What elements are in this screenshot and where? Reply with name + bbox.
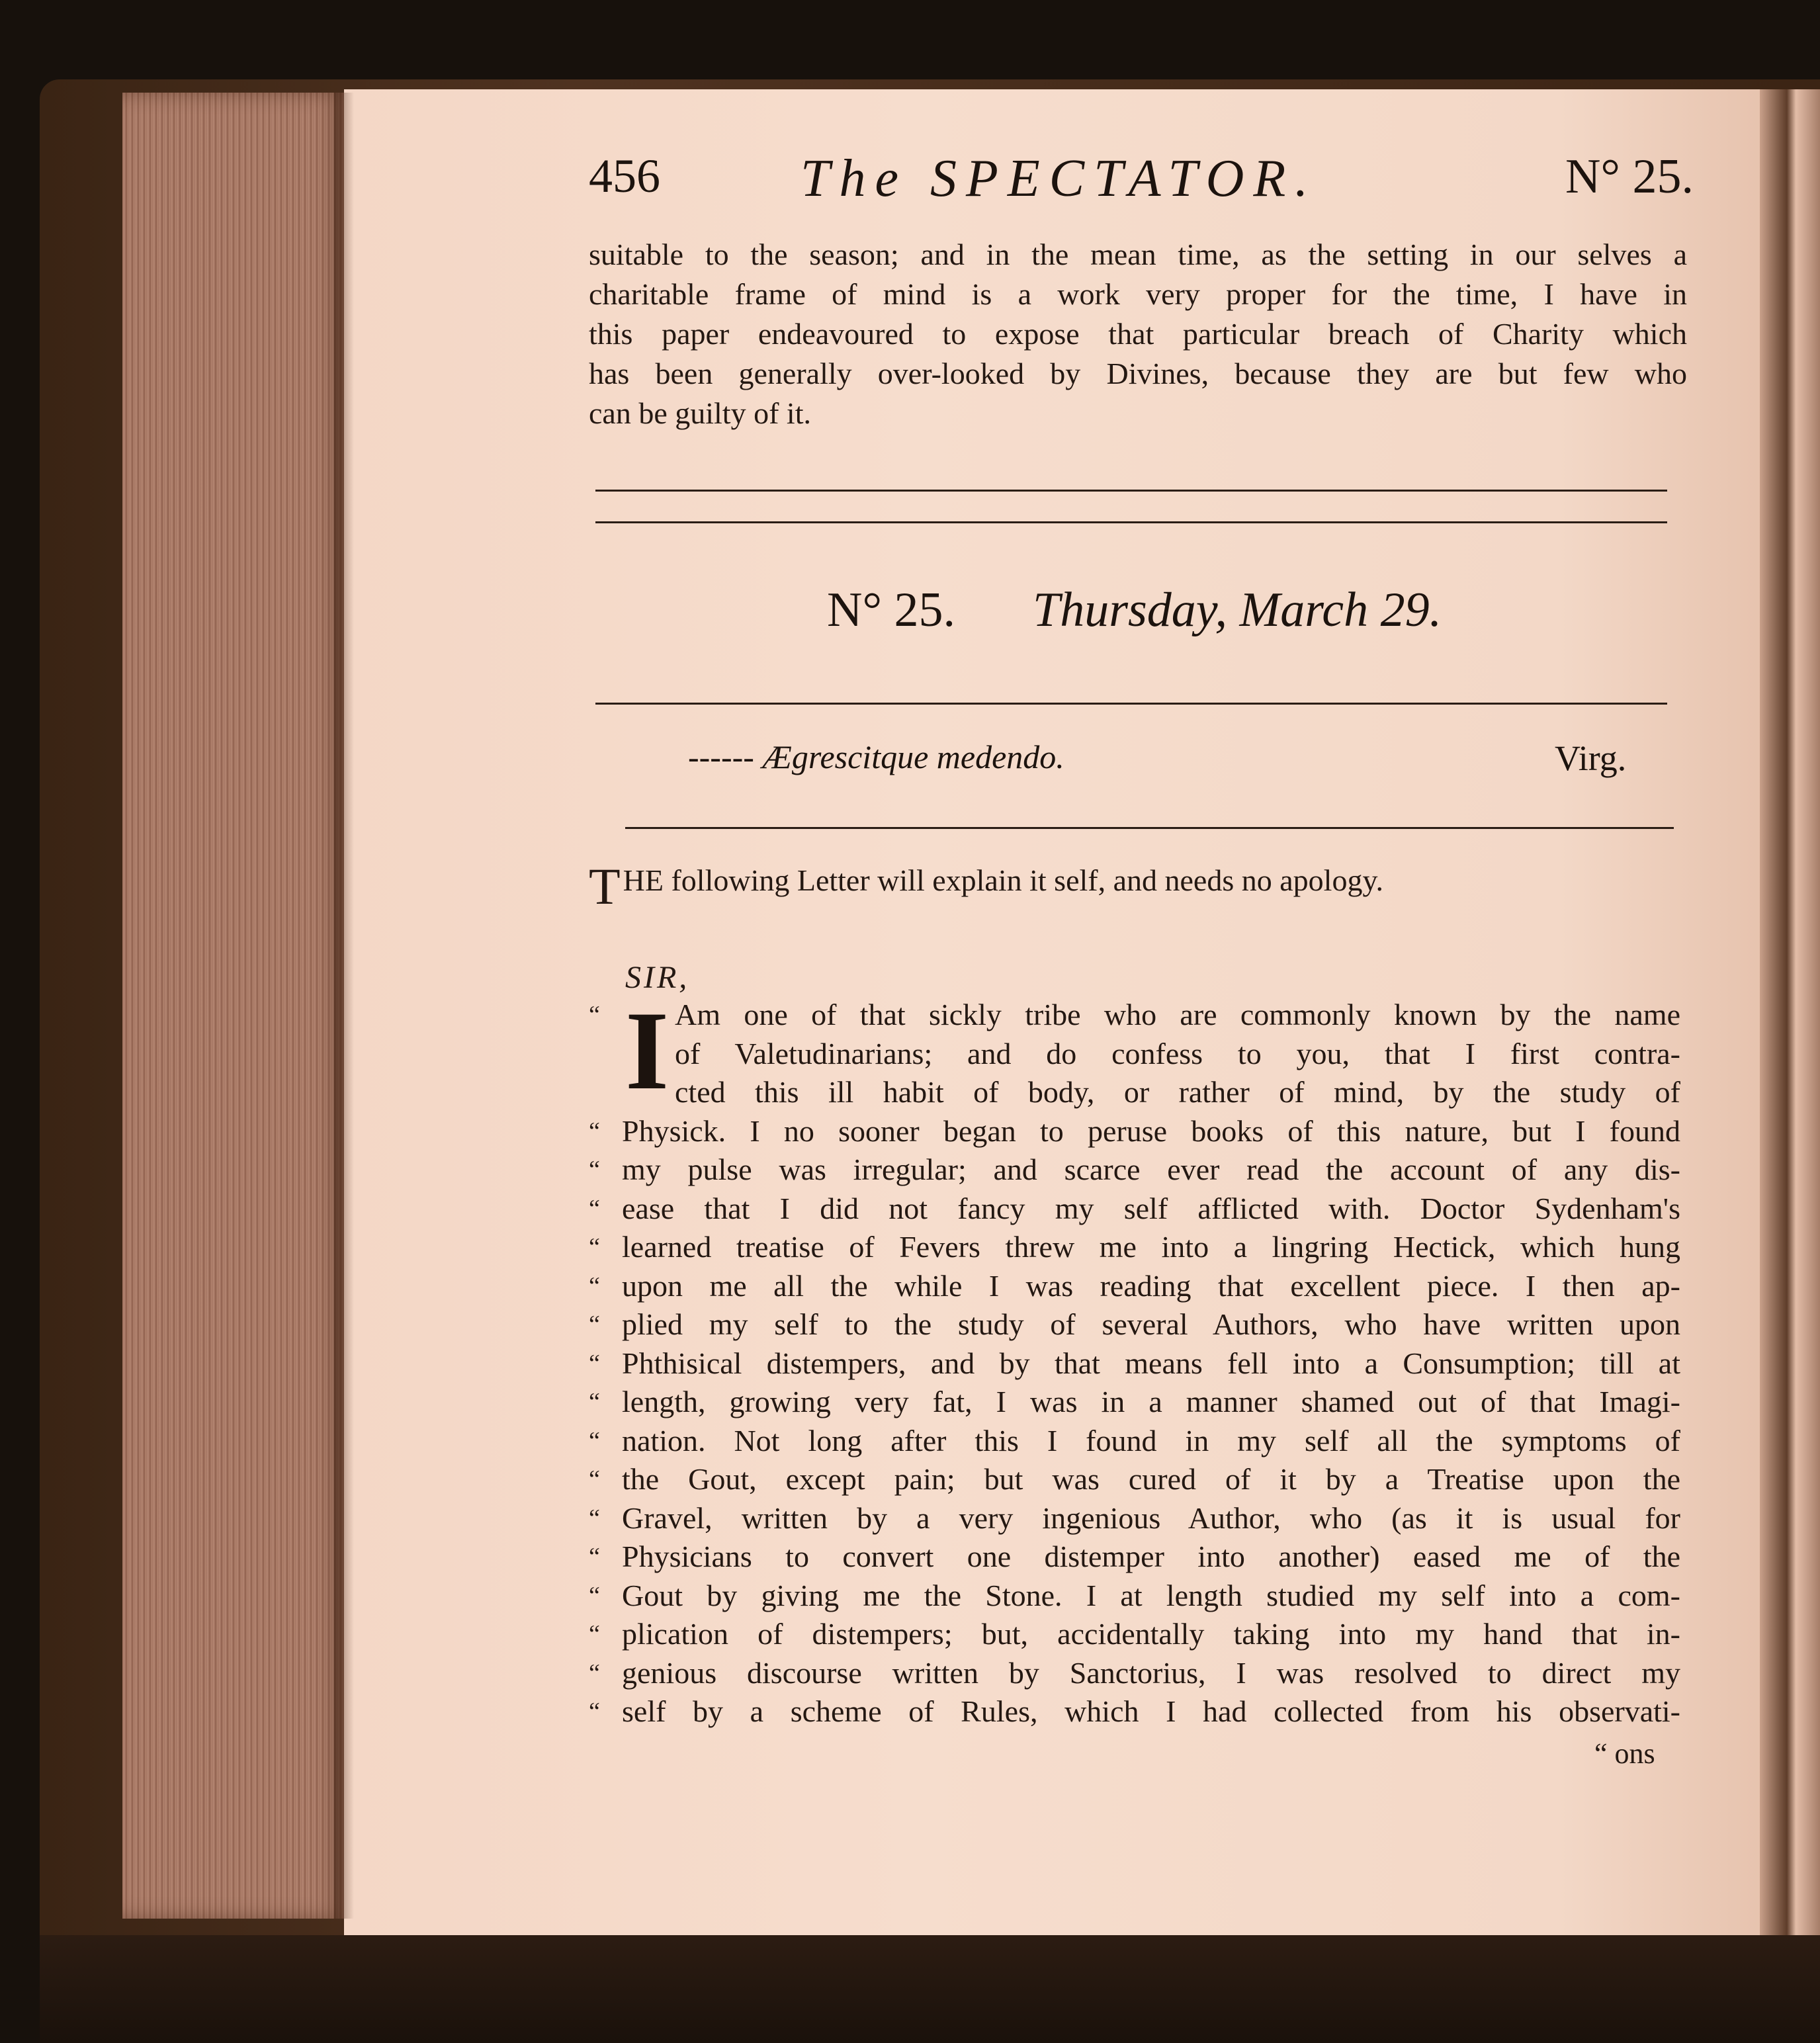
page-number: 456 [589, 150, 660, 202]
letter-line-text: ease that I did not fancy my self afflicted with. Doctor Sydenham's [622, 1191, 1680, 1225]
letter-line-text: plication of distempers; but, accidentally taking into my hand that in- [622, 1617, 1680, 1651]
text-line: has been generally over-looked by Divines, because they are but few who [589, 357, 1687, 390]
letter-line [589, 1267, 1680, 1306]
letter-line-text: Gravel, written by a very ingenious Author, who (as it is usual for [622, 1500, 1680, 1535]
edge-shadow [334, 93, 354, 1919]
quote-mark: “ [589, 1581, 600, 1610]
letter-line-text: nation. Not long after this I found in my self all the symptoms of [622, 1423, 1680, 1457]
letter-line [589, 1112, 1680, 1151]
drop-initial: I [625, 988, 670, 1113]
letter-line-text: plied my self to the study of several Authors, who have written upon [622, 1307, 1680, 1341]
page-edges [122, 93, 347, 1919]
letter-line [589, 1692, 1680, 1731]
section-rule [595, 521, 1667, 523]
salutation: SIR, [625, 960, 690, 995]
quote-mark: “ [589, 1504, 600, 1532]
letter-line [589, 1577, 1680, 1616]
letter-line-text: the Gout, except pain; but was cured of it by a Treatise upon the [622, 1462, 1680, 1496]
letter-line-text: length, growing very fat, I was in a manner shamed out of that Imagi- [622, 1385, 1680, 1418]
running-title: The SPECTATOR. [801, 150, 1318, 208]
text-line: charitable frame of mind is a work very proper for the time, I have in [589, 277, 1687, 311]
quote-mark: “ [589, 1233, 600, 1261]
letter-line [589, 1499, 1680, 1538]
quote-mark: “ [589, 1311, 600, 1338]
letter-line [589, 1615, 1680, 1654]
letter-line-text: genious discourse written by Sanctorius, I was resolved to direct my [622, 1655, 1680, 1690]
letter-line [589, 1073, 1680, 1112]
letter-line-text: my pulse was irregular; and scarce ever read the account of any dis- [622, 1152, 1680, 1186]
letter-line-text: Gout by giving me the Stone. I at length studied my self into a com- [622, 1578, 1680, 1612]
issue-date: Thursday, March 29. [1033, 583, 1442, 637]
letter-line-text: cted this ill habit of body, or rather of mind, by the study of [675, 1075, 1680, 1109]
motto-text: ------ Ægrescitque medendo. [688, 738, 1064, 775]
text-line: can be guilty of it. [589, 396, 811, 430]
letter-line [589, 1538, 1680, 1577]
issue-number: N° 25. [827, 583, 956, 637]
continuation-paragraph [589, 235, 1687, 433]
letter-line [589, 1151, 1680, 1190]
quote-mark: “ [589, 1349, 600, 1377]
letter-line [589, 1305, 1680, 1344]
letter-line-text: Physicians to convert one distemper into another) eased me of the [622, 1540, 1680, 1573]
letter-line [589, 1422, 1680, 1461]
quote-mark: “ [589, 1156, 600, 1184]
running-issue-number: N° 25. [1565, 150, 1694, 204]
motto-rule [625, 827, 1674, 829]
motto-author: Virg. [1555, 738, 1627, 778]
book-gutter [1760, 89, 1820, 1935]
catchword: “ ons [1594, 1737, 1655, 1770]
letter-line [589, 1035, 1680, 1074]
letter-line-text: self by a scheme of Rules, which I had collected from his observati- [622, 1694, 1680, 1728]
letter-line-text: upon me all the while I was reading that excellent piece. I then ap- [622, 1268, 1680, 1303]
letter-line [589, 1654, 1680, 1693]
letter-line [589, 996, 1680, 1035]
quote-mark: “ [589, 1117, 600, 1145]
letter-line-text: Am one of that sickly tribe who are commonly known by the name [675, 998, 1680, 1031]
text-line: this paper endeavoured to expose that particular breach of Charity which [589, 317, 1687, 351]
intro-text: HE following Letter will explain it self, and needs no apology. [623, 863, 1383, 897]
quote-mark: “ [589, 1620, 600, 1648]
quote-mark: “ [589, 1698, 600, 1725]
quote-mark: “ [589, 1465, 600, 1493]
intro-initial: T [589, 857, 621, 915]
quote-mark: “ [589, 1001, 600, 1029]
issue-heading [827, 582, 1522, 638]
section-rule [595, 490, 1667, 492]
letter-line-text: Physick. I no sooner began to peruse books of this nature, but I found [622, 1113, 1680, 1148]
quote-mark: “ [589, 1543, 600, 1571]
page-header [589, 149, 1694, 222]
heading-rule [595, 703, 1667, 705]
letter-line-text: Phthisical distempers, and by that means fell into a Consumption; till at [622, 1346, 1680, 1380]
letter-line [589, 1190, 1680, 1229]
letter-line [589, 1344, 1680, 1383]
quote-mark: “ [589, 1426, 600, 1455]
bottom-binding [40, 1935, 1820, 2043]
letter-line [589, 1460, 1680, 1499]
quote-mark: “ [589, 1272, 600, 1300]
text-line: suitable to the season; and in the mean time, as the setting in our selves a [589, 238, 1687, 271]
letter-line [589, 1228, 1680, 1267]
quote-mark: “ [589, 1659, 600, 1687]
quote-mark: “ [589, 1194, 600, 1223]
letter-line [589, 1383, 1680, 1422]
intro-line [589, 857, 1383, 916]
letter-body [589, 988, 1680, 1731]
letter-line-text: of Valetudinarians; and do confess to you, that I first contra- [675, 1036, 1680, 1070]
letter-line-text: learned treatise of Fevers threw me into a lingring Hectick, which hung [622, 1230, 1680, 1264]
quote-mark: “ [589, 1388, 600, 1416]
